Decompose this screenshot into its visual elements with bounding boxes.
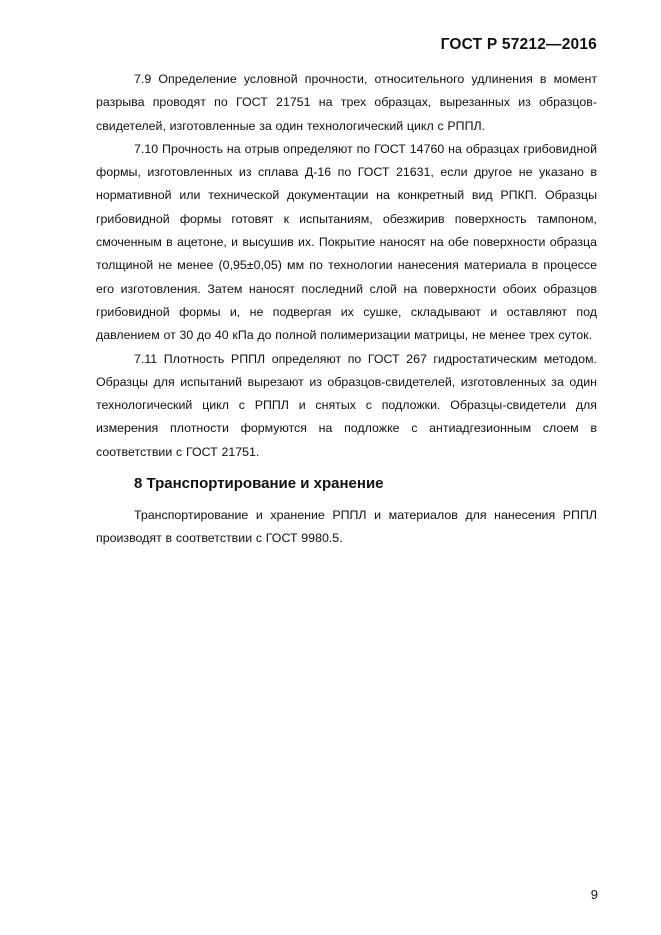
page-header: ГОСТ Р 57212—2016 — [440, 36, 597, 53]
paragraph-7-9: 7.9 Определение условной прочности, относительного удлинения в момент разрыва проводят по ГОСТ 21751 на трех образцах, вырезанных из образцов-свидетелей, изготовленные за один технологический цикл с РППЛ. — [96, 72, 597, 133]
paragraph-7-11: 7.11 Плотность РППЛ определяют по ГОСТ 267 гидростатическим методом. Образцы для испытаний вырезают из образцов-свидетелей, изготовленных за один технологический цикл с РППЛ и снятых с подложки. Образцы-свидетели для измерения плотности формуются на подложке с антиадгезионным слоем в соответствии с ГОСТ 21751. — [96, 351, 597, 459]
page-number: 9 — [590, 887, 598, 902]
paragraph-7-10: 7.10 Прочность на отрыв определяют по ГОСТ 14760 на образцах грибовидной формы, изготовленных из сплава Д-16 по ГОСТ 21631, если другое не указано в нормативной или технической документации на конкретный вид РПКП. Образцы грибовидной формы готовят к испытаниям, обезжирив поверхность тампоном, смоченным в ацетоне, и высушив их. Покрытие наносят на обе поверхности образца толщиной не менее (0,95±0,05) мм по технологии нанесения материала в процессе его изготовления. Затем наносят последний слой на поверхности обоих образцов грибовидной формы и, не подвергая их сушке, складывают и оставляют под давлением от 30 до 40 кПа до полной полимеризации матрицы, не менее трех суток. — [96, 141, 597, 343]
page-content — [96, 68, 597, 551]
paragraph-8: Транспортирование и хранение РППЛ и материалов для нанесения РППЛ производят в соответствии с ГОСТ 9980.5. — [96, 508, 597, 546]
section-heading-8: 8 Транспортирование и хранение — [134, 475, 384, 493]
